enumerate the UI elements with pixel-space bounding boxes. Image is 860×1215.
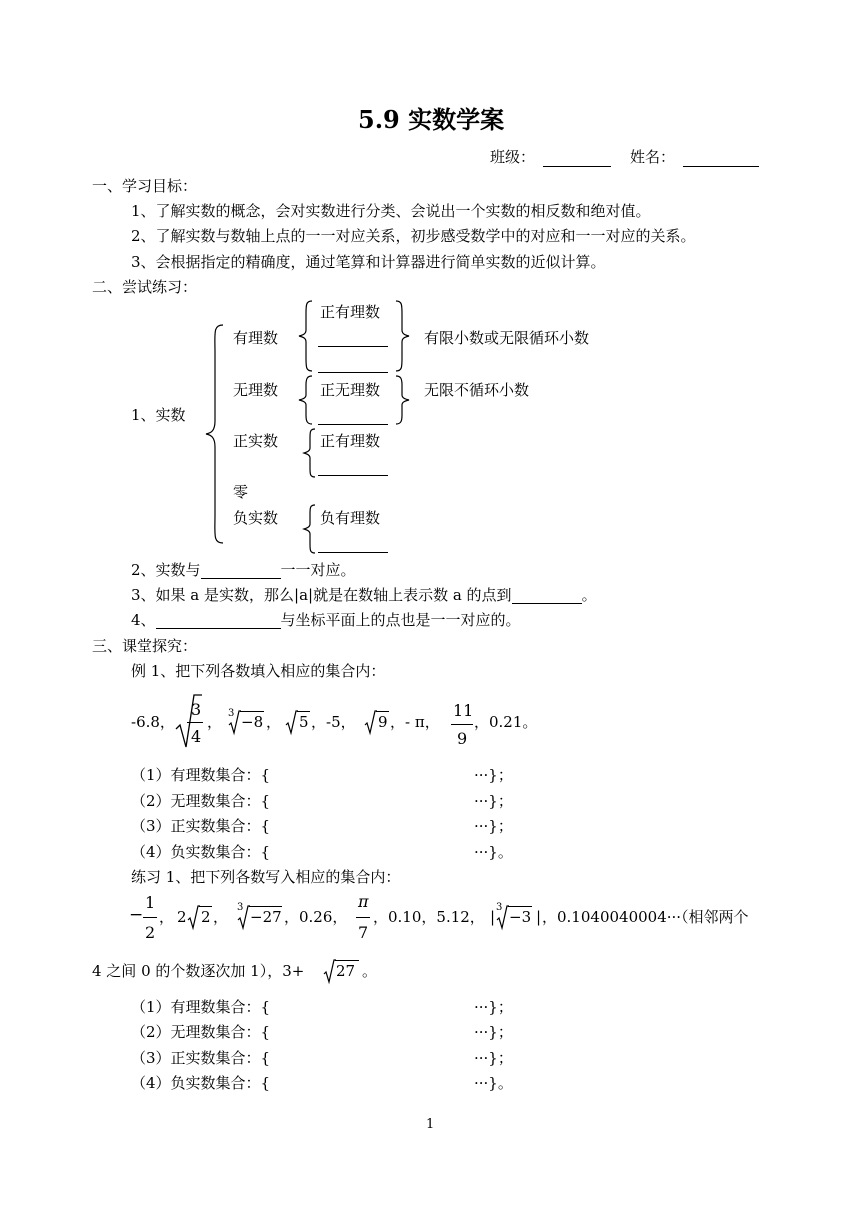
page-title: 5.9 实数学案: [358, 105, 505, 134]
set-end: ···}；: [474, 766, 513, 784]
set-end: ···}；: [474, 1023, 513, 1041]
frac-bar: [187, 722, 203, 723]
frac-num: 3: [191, 700, 202, 719]
question-4-text: 4、: [131, 611, 156, 629]
tree-blank: [318, 552, 388, 553]
set-end: ···}；: [474, 1049, 513, 1067]
practice-1-prompt: 练习 1、把下列各数写入相应的集合内：: [131, 868, 401, 886]
note-irrational: 无限不循环小数: [424, 381, 530, 399]
set-end: ···}；: [474, 817, 513, 835]
name-label: 姓名：: [630, 148, 676, 166]
coef: 2: [177, 908, 187, 926]
positive-brace: [303, 428, 317, 478]
section-heading-explore: 三、课堂探究：: [92, 637, 198, 655]
note-rational: 有限小数或无限循环小数: [424, 329, 590, 347]
set-end: ···}；: [474, 998, 513, 1016]
tree-zero: 零: [233, 483, 249, 501]
set-end: ···}。: [474, 1074, 513, 1092]
irrational-right-brace: [394, 375, 410, 425]
tree-pos-irrational: 正无理数: [320, 381, 381, 399]
set-label: （3）正实数集合：{: [131, 817, 271, 835]
sqrt-sign: [364, 710, 378, 734]
cbrt-index: 3: [237, 902, 244, 913]
frac-den: 2: [145, 923, 156, 942]
sqrt9-arg: 9: [378, 713, 388, 731]
frac-bar: [451, 724, 473, 725]
rational-brace: [298, 300, 314, 372]
sep: ，0.26，: [284, 908, 348, 926]
radical-bar: [249, 906, 282, 907]
set-label: （3）正实数集合：{: [131, 1049, 271, 1067]
tree-blank: [318, 346, 388, 347]
goal-item: 3、会根据指定的精确度，通过笔算和计算器进行简单实数的近似计算。: [131, 253, 606, 271]
rational-right-brace: [394, 300, 410, 372]
question-4: [131, 613, 521, 629]
cbrt-sign: [228, 710, 242, 734]
tree-rational: 有理数: [233, 329, 279, 347]
frac-num: 11: [453, 701, 474, 720]
radical-bar: [376, 711, 389, 712]
cbrt-sign: [496, 902, 510, 929]
tree-pos-rational-2: 正有理数: [320, 432, 381, 450]
sqrt-sign: [187, 905, 201, 929]
abs-right: |: [536, 908, 542, 926]
frac-den: 9: [457, 729, 468, 748]
radical-bar: [240, 711, 264, 712]
tree-pos-rational: 正有理数: [320, 303, 381, 321]
irrational-brace: [298, 375, 314, 425]
radical-bar: [335, 960, 359, 961]
class-blank: [543, 166, 611, 167]
sqrt27-arg: 27: [336, 962, 356, 980]
practice-1-tail: ，0.1040040004···（相邻两个: [542, 908, 749, 926]
question-3-text: 3、如果 a 是实数，那么|a|就是在数轴上表示数 a 的点到: [131, 586, 512, 604]
sqrt5-arg: 5: [299, 713, 309, 731]
tree-root: 1、实数: [131, 406, 186, 424]
frac-num: π: [358, 892, 369, 911]
goal-item: 2、了解实数与数轴上点的一一对应关系，初步感受数学中的对应和一一对应的关系。: [131, 227, 696, 245]
radical-bar: [297, 711, 310, 712]
radical-bar: [199, 906, 212, 907]
page-number: 1: [426, 1117, 435, 1132]
neg-sign: −: [129, 905, 144, 925]
tree-positive: 正实数: [233, 432, 279, 450]
example-1-prompt: 例 1、把下列各数填入相应的集合内：: [131, 662, 386, 680]
set-label: （1）有理数集合：{: [131, 766, 271, 784]
practice-1-end: 。: [362, 962, 378, 980]
question-3-text-end: 。: [581, 586, 597, 604]
tree-root-brace: [205, 323, 225, 545]
tree-negative: 负实数: [233, 509, 279, 527]
frac-den: 4: [191, 727, 202, 746]
cbrt-sign: [237, 902, 251, 929]
answer-blank[interactable]: [156, 613, 281, 629]
goal-item: 1、了解实数的概念，会对实数进行分类、会说出一个实数的相反数和绝对值。: [131, 202, 651, 220]
abs-left: |: [490, 908, 496, 926]
frac-den: 7: [358, 923, 369, 942]
set-end: ···}。: [474, 843, 513, 861]
tree-irrational: 无理数: [233, 381, 279, 399]
question-2-text-end: 一一对应。: [280, 561, 356, 579]
sep: ，- π，: [390, 713, 440, 731]
name-blank: [683, 166, 759, 167]
question-2-text: 2、实数与: [131, 561, 201, 579]
negative-brace: [303, 504, 317, 554]
class-label: 班级：: [490, 148, 536, 166]
tree-blank: [318, 424, 388, 425]
frac-bar: [356, 917, 370, 918]
set-label: （4）负实数集合：{: [131, 1074, 271, 1092]
cbrt-arg: −8: [241, 713, 264, 731]
section-heading-goals: 一、学习目标：: [92, 177, 198, 195]
set-end: ···}；: [474, 792, 513, 810]
sqrt2-arg: 2: [201, 908, 211, 926]
sep: ，: [207, 713, 223, 731]
tree-neg-rational: 负有理数: [320, 509, 381, 527]
section-heading-practice: 二、尝试练习：: [92, 278, 198, 296]
cbrt-arg: −27: [250, 908, 282, 926]
sep: ，: [159, 908, 175, 926]
sep: ，: [213, 908, 229, 926]
practice-1-line2: 4 之间 0 的个数逐次加 1），3+: [92, 962, 305, 980]
frac-num: 1: [145, 893, 156, 912]
question-3: [131, 588, 597, 604]
sep: ，: [266, 713, 282, 731]
cbrt-index: 3: [496, 902, 503, 913]
sep: ，0.10，5.12，: [373, 908, 485, 926]
tree-blank: [318, 475, 388, 476]
set-label: （4）负实数集合：{: [131, 843, 271, 861]
radical-bar: [508, 906, 532, 907]
question-4-text-end: 与坐标平面上的点也是一一对应的。: [280, 611, 521, 629]
set-label: （2）无理数集合：{: [131, 1023, 271, 1041]
tree-blank: [318, 372, 388, 373]
cbrt-arg: −3: [509, 908, 532, 926]
frac-bar: [143, 917, 157, 918]
question-2: [131, 563, 356, 579]
cbrt-index: 3: [228, 708, 235, 719]
set-label: （1）有理数集合：{: [131, 998, 271, 1016]
sqrt-sign: [285, 710, 299, 734]
example-1-tail: ，0.21。: [474, 713, 538, 731]
example-1-n1: -6.8，: [131, 713, 175, 731]
answer-blank[interactable]: [512, 588, 582, 604]
sep: ，-5，: [311, 713, 356, 731]
set-label: （2）无理数集合：{: [131, 792, 271, 810]
sqrt-sign: [323, 959, 337, 983]
answer-blank[interactable]: [201, 563, 281, 579]
